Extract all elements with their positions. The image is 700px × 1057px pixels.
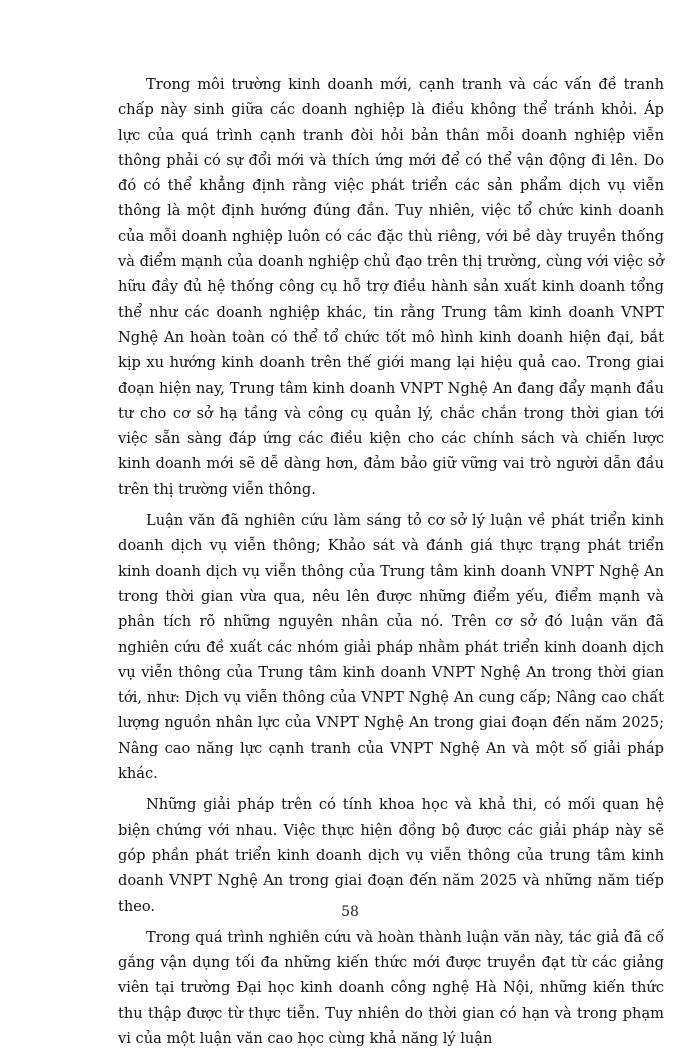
page-number: 58 [341, 904, 359, 920]
paragraph-1: Trong môi trường kinh doanh mới, cạnh tranh và các vấn đề tranh chấp này sinh giữa các doanh nghiệp là điều không thể tránh khỏi. Áp lực của quá trình cạnh tranh đòi hỏi bản thân mỗi doanh nghiệp viễn thông phải có sự đổi mới và thích ứng mới để có thể vận động đi lên. Do đó có thể khẳng định rằng việc phát triển các sản phẩm dịch vụ viễn thông là một định hướng đúng đắn. Tuy nhiên, việc tổ chức kinh doanh của mỗi doanh nghiệp luôn có các đặc thù riêng, với bề dày truyền thống và điểm mạnh của doanh nghiệp chủ đạo trên thị trường, cùng với việc sở hữu đầy đủ hệ thống công cụ hỗ trợ điều hành sản xuất kinh doanh tổng thể như các doanh nghiệp khác, tin rằng Trung tâm kinh doanh VNPT Nghệ An hoàn toàn có thể tổ chức tốt mô hình kinh doanh hiện đại, bắt kịp xu hướng kinh doanh trên thế giới mang lại hiệu quả cao. Trong giai đoạn hiện nay, Trung tâm kinh doanh VNPT Nghệ An đang đẩy mạnh đầu tư cho cơ sở hạ tầng và công cụ quản lý, chắc chắn trong thời gian tới việc sẵn sàng đáp ứng các điều kiện cho các chính sách và chiến lược kinh doanh mới sẽ dễ dàng hơn, đảm bảo giữ vững vai trò người dẫn đầu trên thị trường viễn thông. [118, 76, 664, 498]
paragraph-3: Những giải pháp trên có tính khoa học và khả thi, có mối quan hệ biện chứng với nhau. Việc thực hiện đồng bộ được các giải pháp này sẽ góp phần phát triển kinh doanh dịch vụ viễn thông của trung tâm kinh doanh VNPT Nghệ An trong giai đoạn đến năm 2025 và những năm tiếp theo. [118, 796, 664, 915]
paragraph-4: Trong quá trình nghiên cứu và hoàn thành luận văn này, tác giả đã cố gắng vận dụng tối đa những kiến thức mới được truyền đạt từ các giảng viên tại trường Đại học kinh doanh công nghệ Hà Nội, những kiến thức thu thập được từ thực tiễn. Tuy nhiên do thời gian có hạn và trong phạm vi của một luận văn cao học cùng khả năng lý luận [118, 928, 664, 1047]
paragraph-2: Luận văn đã nghiên cứu làm sáng tỏ cơ sở lý luận về phát triển kinh doanh dịch vụ viễn thông; Khảo sát và đánh giá thực trạng phát triển kinh doanh dịch vụ viễn thông của Trung tâm kinh doanh VNPT Nghệ An trong thời gian vừa qua, nêu lên được những điểm yếu, điểm mạnh và phân tích rõ những nguyên nhân của nó. Trên cơ sở đó luận văn đã nghiên cứu đề xuất các nhóm giải pháp nhằm phát triển kinh doanh dịch vụ viễn thông của Trung tâm kinh doanh VNPT Nghệ An trong thời gian tới, như: Dịch vụ viễn thông của VNPT Nghệ An cung cấp; Nâng cao chất lượng nguồn nhân lực của VNPT Nghệ An trong giai đoạn đến năm 2025; Nâng cao năng lực cạnh tranh của VNPT Nghệ An và một số giải pháp khác. [118, 512, 664, 783]
